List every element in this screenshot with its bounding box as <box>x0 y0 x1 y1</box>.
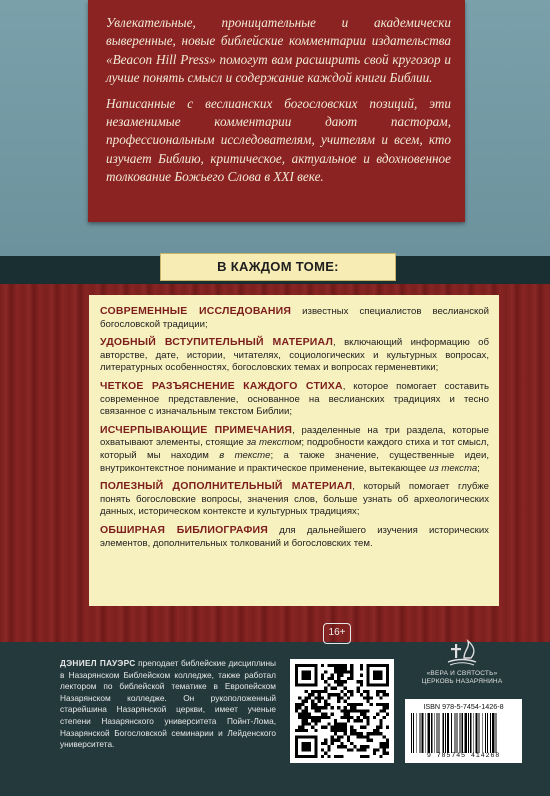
isbn-barcode <box>405 699 522 763</box>
publisher-line-1: «ВЕРА И СВЯТОСТЬ» <box>426 670 498 677</box>
feature-text: , включающий информацию об авторстве, дате, истории, читателях, социологических и культурных вопросах, литературных особенностях, богословских темах и вопросах герменевтики; <box>100 337 489 374</box>
qr-code[interactable] <box>290 659 394 763</box>
publisher-line-2: ЦЕРКОВЬ НАЗАРЯНИНА <box>421 678 503 685</box>
feature-item <box>100 480 489 519</box>
author-bio-text: преподает библейские дисциплины в Назарянском Библейском колледже, также работал лектором по библейской тематике в Европейском Назарянском колледже. Он рукоположенный старейшина Назарянской церкви, имеет ученые степени Назарянского университета Пойнт-Лома, Назарянской Богословской семинарии и Лейденского университета. <box>60 658 276 750</box>
isbn-label: ISBN 978-5-7454-1426-8 <box>423 702 504 711</box>
feature-item <box>100 380 489 419</box>
feature-text: известных специалистов веслианской богословской традиции; <box>100 306 489 330</box>
feature-item <box>100 305 489 331</box>
feature-lead: ОБШИРНАЯ БИБЛИОГРАФИЯ <box>100 523 269 536</box>
feature-lead: ПОЛЕЗНЫЙ ДОПОЛНИТЕЛЬНЫЙ МАТЕРИАЛ <box>100 480 353 493</box>
feature-lead: СОВРЕМЕННЫЕ ИССЛЕДОВАНИЯ <box>100 305 292 317</box>
qr-code-icon <box>295 664 389 758</box>
blurb-paragraph-1: Увлекательные, проницательные и академически выверенные, новые библейские комментарии издательства «Beacon Hill Press» помогут вам расширить свой кругозор и лучше понять смысл и содержание каждой книги Библии. <box>106 15 451 86</box>
feature-text: ; а также значение, существенные идеи, внутриконтекстное понимание и практическое применение, вытекающее <box>100 449 489 474</box>
feature-item <box>100 524 489 550</box>
blurb-paragraph-2: Написанные с веслианских богословских позиций, эти незаменимые комментарии дают пасторам, профессиональным исследователям, учителям и всем, кто изучает Библию, критическое, актуальное и вдохновенное толкование Божьего Слова в XXI веке. <box>106 95 451 185</box>
feature-lead: ИСЧЕРПЫВАЮЩИЕ ПРИМЕЧАНИЯ <box>100 423 293 436</box>
section-heading: В КАЖДОМ ТОМЕ: <box>160 253 396 281</box>
feature-text: , разделенные на три раздела, которые охватывают элементы, стоящие <box>100 424 489 449</box>
feature-item <box>100 336 489 375</box>
feature-emphasis: из текста <box>428 462 478 474</box>
age-rating-badge: 16+ <box>323 623 351 644</box>
blurb-panel <box>88 0 465 222</box>
feature-text: для дальнейшего изучения исторических элементов, дополнительных толкований и богословских тем. <box>100 524 489 549</box>
feature-lead: УДОБНЫЙ ВСТУПИТЕЛЬНЫЙ МАТЕРИАЛ <box>100 336 334 349</box>
feature-emphasis: в тексте <box>219 449 271 461</box>
publisher-logo <box>402 638 522 692</box>
features-panel <box>89 295 499 606</box>
author-bio <box>60 658 276 754</box>
feature-item <box>100 424 489 475</box>
feature-text: ; <box>477 462 480 474</box>
author-name: ДЭНИЕЛ ПАУЭРС <box>60 658 136 668</box>
cross-flame-icon <box>444 638 480 668</box>
barcode-icon <box>409 713 518 753</box>
feature-emphasis: за текстом <box>246 437 302 449</box>
feature-text: , которое помогает составить современное представление, основанное на веслианских традициях и тесно связанное с изначальным текстом Библии; <box>100 380 489 418</box>
feature-text: ; подробности каждого стиха и тот смысл, который мы находим <box>100 437 489 461</box>
feature-text: , который помогает глубже понять богословские вопросы, значения слов, больше узнать об археологических данных, историческом контексте и культурных традициях; <box>100 481 489 518</box>
barcode-number: 9 785745 414268 <box>426 752 501 760</box>
feature-lead: ЧЕТКОЕ РАЗЪЯСНЕНИЕ КАЖДОГО СТИХА <box>100 379 343 392</box>
